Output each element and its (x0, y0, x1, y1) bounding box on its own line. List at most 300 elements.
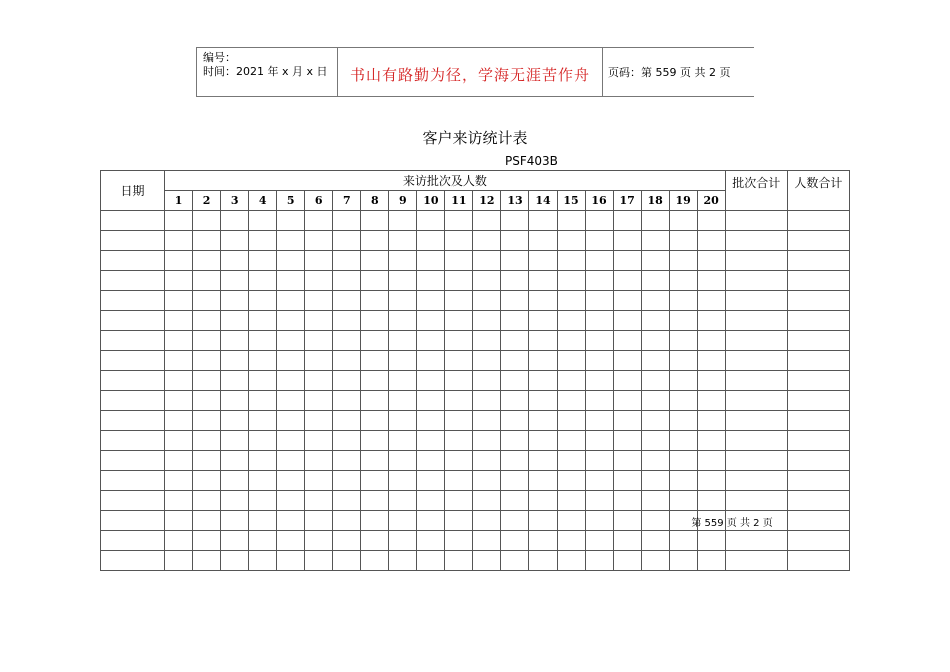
table-cell[interactable] (641, 531, 669, 551)
table-cell[interactable] (669, 371, 697, 391)
table-cell[interactable] (249, 251, 277, 271)
table-cell[interactable] (305, 291, 333, 311)
table-cell[interactable] (613, 471, 641, 491)
table-cell[interactable] (445, 251, 473, 271)
table-cell[interactable] (787, 291, 849, 311)
table-cell[interactable] (193, 431, 221, 451)
table-cell[interactable] (333, 251, 361, 271)
table-cell[interactable] (669, 551, 697, 571)
table-cell[interactable] (249, 211, 277, 231)
table-cell[interactable] (585, 331, 613, 351)
table-cell[interactable] (305, 471, 333, 491)
table-cell[interactable] (613, 251, 641, 271)
table-cell[interactable] (221, 391, 249, 411)
table-cell[interactable] (333, 311, 361, 331)
table-cell[interactable] (641, 251, 669, 271)
table-cell[interactable] (277, 231, 305, 251)
table-cell[interactable] (697, 351, 725, 371)
table-cell[interactable] (277, 511, 305, 531)
table-cell[interactable] (221, 511, 249, 531)
table-cell[interactable] (557, 491, 585, 511)
table-cell[interactable] (221, 411, 249, 431)
table-cell[interactable] (787, 351, 849, 371)
table-cell[interactable] (361, 531, 389, 551)
table-cell[interactable] (249, 391, 277, 411)
table-cell[interactable] (445, 411, 473, 431)
table-cell[interactable] (165, 531, 193, 551)
table-cell[interactable] (101, 451, 165, 471)
table-cell[interactable] (101, 391, 165, 411)
table-cell[interactable] (529, 271, 557, 291)
table-cell[interactable] (277, 311, 305, 331)
table-cell[interactable] (691, 511, 773, 531)
table-cell[interactable] (501, 391, 529, 411)
table-cell[interactable] (669, 211, 697, 231)
table-cell[interactable] (333, 391, 361, 411)
table-cell[interactable] (389, 251, 417, 271)
table-cell[interactable] (305, 411, 333, 431)
table-cell[interactable] (277, 471, 305, 491)
table-cell[interactable] (787, 451, 849, 471)
table-cell[interactable] (501, 291, 529, 311)
table-cell[interactable] (501, 351, 529, 371)
table-cell[interactable] (669, 431, 697, 451)
table-cell[interactable] (725, 451, 787, 471)
table-cell[interactable] (445, 271, 473, 291)
table-cell[interactable] (249, 531, 277, 551)
table-cell[interactable] (417, 291, 445, 311)
table-cell[interactable] (249, 491, 277, 511)
table-cell[interactable] (389, 391, 417, 411)
table-cell[interactable] (277, 291, 305, 311)
table-cell[interactable] (333, 331, 361, 351)
table-cell[interactable] (557, 291, 585, 311)
table-cell[interactable] (787, 491, 849, 511)
table-cell[interactable] (165, 291, 193, 311)
table-cell[interactable] (417, 391, 445, 411)
table-cell[interactable] (697, 431, 725, 451)
table-cell[interactable] (101, 251, 165, 271)
table-cell[interactable] (613, 411, 641, 431)
table-cell[interactable] (725, 551, 787, 571)
table-cell[interactable] (641, 411, 669, 431)
table-cell[interactable] (305, 331, 333, 351)
table-cell[interactable] (193, 251, 221, 271)
table-cell[interactable] (361, 311, 389, 331)
table-cell[interactable] (333, 371, 361, 391)
table-cell[interactable] (641, 451, 669, 471)
table-cell[interactable] (361, 231, 389, 251)
table-cell[interactable] (101, 491, 165, 511)
table-cell[interactable] (501, 251, 529, 271)
table-cell[interactable] (669, 451, 697, 471)
table-cell[interactable] (221, 451, 249, 471)
table-cell[interactable] (501, 271, 529, 291)
table-cell[interactable] (389, 351, 417, 371)
table-cell[interactable] (501, 311, 529, 331)
table-cell[interactable] (277, 371, 305, 391)
table-cell[interactable] (165, 391, 193, 411)
table-cell[interactable] (193, 331, 221, 351)
table-cell[interactable] (165, 411, 193, 431)
table-cell[interactable] (501, 331, 529, 351)
table-cell[interactable] (613, 231, 641, 251)
table-cell[interactable] (193, 491, 221, 511)
table-cell[interactable] (725, 531, 787, 551)
table-cell[interactable] (585, 491, 613, 511)
table-cell[interactable] (725, 231, 787, 251)
table-cell[interactable] (389, 491, 417, 511)
table-cell[interactable] (361, 271, 389, 291)
table-cell[interactable] (417, 311, 445, 331)
table-cell[interactable] (529, 311, 557, 331)
table-cell[interactable] (221, 211, 249, 231)
table-cell[interactable] (417, 431, 445, 451)
table-cell[interactable] (473, 271, 501, 291)
table-cell[interactable] (333, 291, 361, 311)
table-cell[interactable] (445, 291, 473, 311)
table-cell[interactable] (333, 271, 361, 291)
table-cell[interactable] (669, 471, 697, 491)
table-cell[interactable] (361, 491, 389, 511)
table-cell[interactable] (333, 511, 361, 531)
table-cell[interactable] (361, 371, 389, 391)
table-cell[interactable] (445, 371, 473, 391)
table-cell[interactable] (473, 451, 501, 471)
table-cell[interactable] (249, 231, 277, 251)
table-cell[interactable] (529, 371, 557, 391)
table-cell[interactable] (613, 331, 641, 351)
table-cell[interactable] (333, 431, 361, 451)
table-cell[interactable] (305, 271, 333, 291)
table-cell[interactable] (725, 371, 787, 391)
table-cell[interactable] (277, 411, 305, 431)
table-cell[interactable] (417, 471, 445, 491)
table-cell[interactable] (787, 531, 849, 551)
table-cell[interactable] (501, 551, 529, 571)
table-cell[interactable] (361, 291, 389, 311)
table-cell[interactable] (613, 451, 641, 471)
table-cell[interactable] (305, 451, 333, 471)
table-cell[interactable] (641, 551, 669, 571)
table-cell[interactable] (501, 411, 529, 431)
table-cell[interactable] (445, 311, 473, 331)
table-cell[interactable] (501, 371, 529, 391)
table-cell[interactable] (277, 251, 305, 271)
table-cell[interactable] (697, 271, 725, 291)
table-cell[interactable] (613, 311, 641, 331)
table-cell[interactable] (501, 211, 529, 231)
table-cell[interactable] (725, 431, 787, 451)
table-cell[interactable] (697, 551, 725, 571)
table-cell[interactable] (333, 451, 361, 471)
table-cell[interactable] (641, 391, 669, 411)
table-cell[interactable] (473, 331, 501, 351)
table-cell[interactable] (585, 431, 613, 451)
table-cell[interactable] (557, 271, 585, 291)
table-cell[interactable] (445, 211, 473, 231)
table-cell[interactable] (389, 271, 417, 291)
table-cell[interactable] (787, 311, 849, 331)
table-cell[interactable] (445, 531, 473, 551)
table-cell[interactable] (417, 251, 445, 271)
table-cell[interactable] (221, 371, 249, 391)
table-cell[interactable] (193, 411, 221, 431)
table-cell[interactable] (697, 371, 725, 391)
table-cell[interactable] (697, 531, 725, 551)
table-cell[interactable] (697, 291, 725, 311)
table-cell[interactable] (101, 351, 165, 371)
table-cell[interactable] (473, 291, 501, 311)
table-cell[interactable] (473, 311, 501, 331)
table-cell[interactable] (529, 491, 557, 511)
table-cell[interactable] (305, 551, 333, 571)
table-cell[interactable] (305, 351, 333, 371)
table-cell[interactable] (787, 411, 849, 431)
table-cell[interactable] (361, 331, 389, 351)
table-cell[interactable] (725, 251, 787, 271)
table-cell[interactable] (445, 451, 473, 471)
table-cell[interactable] (445, 331, 473, 351)
table-cell[interactable] (641, 271, 669, 291)
table-cell[interactable] (557, 451, 585, 471)
table-cell[interactable] (361, 351, 389, 371)
table-cell[interactable] (389, 551, 417, 571)
table-cell[interactable] (101, 271, 165, 291)
table-cell[interactable] (669, 251, 697, 271)
table-cell[interactable] (361, 391, 389, 411)
table-cell[interactable] (333, 411, 361, 431)
table-cell[interactable] (557, 511, 585, 531)
table-cell[interactable] (787, 211, 849, 231)
table-cell[interactable] (101, 411, 165, 431)
table-cell[interactable] (277, 331, 305, 351)
table-cell[interactable] (787, 391, 849, 411)
table-cell[interactable] (585, 251, 613, 271)
table-cell[interactable] (787, 431, 849, 451)
table-cell[interactable] (305, 251, 333, 271)
table-cell[interactable] (529, 211, 557, 231)
table-cell[interactable] (333, 471, 361, 491)
table-cell[interactable] (613, 551, 641, 571)
table-cell[interactable] (193, 351, 221, 371)
table-cell[interactable] (473, 431, 501, 451)
table-cell[interactable] (787, 551, 849, 571)
table-cell[interactable] (473, 351, 501, 371)
table-cell[interactable] (305, 531, 333, 551)
table-cell[interactable] (529, 331, 557, 351)
table-cell[interactable] (417, 451, 445, 471)
table-cell[interactable] (193, 391, 221, 411)
table-cell[interactable] (585, 231, 613, 251)
table-cell[interactable] (641, 291, 669, 311)
table-cell[interactable] (669, 411, 697, 431)
table-cell[interactable] (585, 391, 613, 411)
table-cell[interactable] (165, 311, 193, 331)
table-cell[interactable] (725, 291, 787, 311)
table-cell[interactable] (473, 531, 501, 551)
table-cell[interactable] (697, 391, 725, 411)
table-cell[interactable] (249, 331, 277, 351)
table-cell[interactable] (613, 271, 641, 291)
table-cell[interactable] (529, 291, 557, 311)
table-cell[interactable] (249, 431, 277, 451)
table-cell[interactable] (669, 391, 697, 411)
table-cell[interactable] (165, 331, 193, 351)
table-cell[interactable] (333, 531, 361, 551)
table-cell[interactable] (557, 411, 585, 431)
table-cell[interactable] (473, 391, 501, 411)
table-cell[interactable] (193, 551, 221, 571)
table-cell[interactable] (585, 451, 613, 471)
table-cell[interactable] (361, 431, 389, 451)
table-cell[interactable] (249, 451, 277, 471)
table-cell[interactable] (669, 231, 697, 251)
table-cell[interactable] (557, 551, 585, 571)
table-cell[interactable] (165, 251, 193, 271)
table-cell[interactable] (221, 431, 249, 451)
table-cell[interactable] (725, 411, 787, 431)
table-cell[interactable] (277, 391, 305, 411)
table-cell[interactable] (529, 251, 557, 271)
table-cell[interactable] (249, 291, 277, 311)
table-cell[interactable] (669, 311, 697, 331)
table-cell[interactable] (557, 371, 585, 391)
table-cell[interactable] (333, 211, 361, 231)
table-cell[interactable] (333, 491, 361, 511)
table-cell[interactable] (725, 351, 787, 371)
table-cell[interactable] (445, 231, 473, 251)
table-cell[interactable] (697, 491, 725, 511)
table-cell[interactable] (585, 211, 613, 231)
table-cell[interactable] (417, 331, 445, 351)
table-cell[interactable] (249, 311, 277, 331)
table-cell[interactable] (473, 211, 501, 231)
table-cell[interactable] (473, 371, 501, 391)
table-cell[interactable] (641, 491, 669, 511)
table-cell[interactable] (529, 531, 557, 551)
table-cell[interactable] (641, 331, 669, 351)
table-cell[interactable] (613, 371, 641, 391)
table-cell[interactable] (557, 251, 585, 271)
table-cell[interactable] (165, 431, 193, 451)
table-cell[interactable] (389, 291, 417, 311)
table-cell[interactable] (361, 471, 389, 491)
table-cell[interactable] (165, 271, 193, 291)
table-cell[interactable] (101, 211, 165, 231)
table-cell[interactable] (669, 271, 697, 291)
table-cell[interactable] (529, 351, 557, 371)
table-cell[interactable] (305, 511, 333, 531)
table-cell[interactable] (361, 551, 389, 571)
table-cell[interactable] (557, 531, 585, 551)
table-cell[interactable] (165, 491, 193, 511)
table-cell[interactable] (193, 451, 221, 471)
table-cell[interactable] (101, 531, 165, 551)
table-cell[interactable] (361, 511, 389, 531)
table-cell[interactable] (473, 511, 501, 531)
table-cell[interactable] (221, 351, 249, 371)
table-cell[interactable] (221, 331, 249, 351)
table-cell[interactable] (305, 231, 333, 251)
table-cell[interactable] (669, 491, 697, 511)
table-cell[interactable] (557, 431, 585, 451)
table-cell[interactable] (417, 371, 445, 391)
table-cell[interactable] (641, 211, 669, 231)
table-cell[interactable] (249, 351, 277, 371)
table-cell[interactable] (305, 211, 333, 231)
table-cell[interactable] (697, 231, 725, 251)
table-cell[interactable] (249, 411, 277, 431)
table-cell[interactable] (697, 451, 725, 471)
table-cell[interactable] (529, 391, 557, 411)
table-cell[interactable] (697, 471, 725, 491)
table-cell[interactable] (445, 431, 473, 451)
table-cell[interactable] (445, 491, 473, 511)
table-cell[interactable] (193, 271, 221, 291)
table-cell[interactable] (389, 211, 417, 231)
table-cell[interactable] (165, 511, 193, 531)
table-cell[interactable] (277, 271, 305, 291)
table-cell[interactable] (529, 431, 557, 451)
table-cell[interactable] (725, 471, 787, 491)
table-cell[interactable] (221, 231, 249, 251)
table-cell[interactable] (725, 311, 787, 331)
table-cell[interactable] (277, 351, 305, 371)
table-cell[interactable] (193, 531, 221, 551)
table-cell[interactable] (787, 471, 849, 491)
table-cell[interactable] (417, 351, 445, 371)
table-cell[interactable] (473, 491, 501, 511)
table-cell[interactable] (557, 471, 585, 491)
table-cell[interactable] (557, 311, 585, 331)
table-cell[interactable] (221, 311, 249, 331)
table-cell[interactable] (613, 431, 641, 451)
table-cell[interactable] (585, 371, 613, 391)
table-cell[interactable] (193, 211, 221, 231)
table-cell[interactable] (101, 311, 165, 331)
table-cell[interactable] (165, 471, 193, 491)
table-cell[interactable] (787, 331, 849, 351)
table-cell[interactable] (101, 291, 165, 311)
table-cell[interactable] (585, 531, 613, 551)
table-cell[interactable] (445, 471, 473, 491)
table-cell[interactable] (613, 511, 641, 531)
table-cell[interactable] (613, 491, 641, 511)
table-cell[interactable] (669, 531, 697, 551)
table-cell[interactable] (389, 371, 417, 391)
table-cell[interactable] (501, 511, 529, 531)
table-cell[interactable] (585, 291, 613, 311)
table-cell[interactable] (165, 351, 193, 371)
table-cell[interactable] (445, 551, 473, 571)
table-cell[interactable] (613, 391, 641, 411)
table-cell[interactable] (529, 231, 557, 251)
table-cell[interactable] (165, 551, 193, 571)
table-cell[interactable] (165, 371, 193, 391)
table-cell[interactable] (641, 471, 669, 491)
table-cell[interactable] (529, 411, 557, 431)
table-cell[interactable] (787, 251, 849, 271)
table-cell[interactable] (221, 251, 249, 271)
table-cell[interactable] (473, 411, 501, 431)
table-cell[interactable] (221, 531, 249, 551)
table-cell[interactable] (725, 491, 787, 511)
table-cell[interactable] (725, 211, 787, 231)
table-cell[interactable] (165, 451, 193, 471)
table-cell[interactable] (193, 511, 221, 531)
table-cell[interactable] (277, 451, 305, 471)
